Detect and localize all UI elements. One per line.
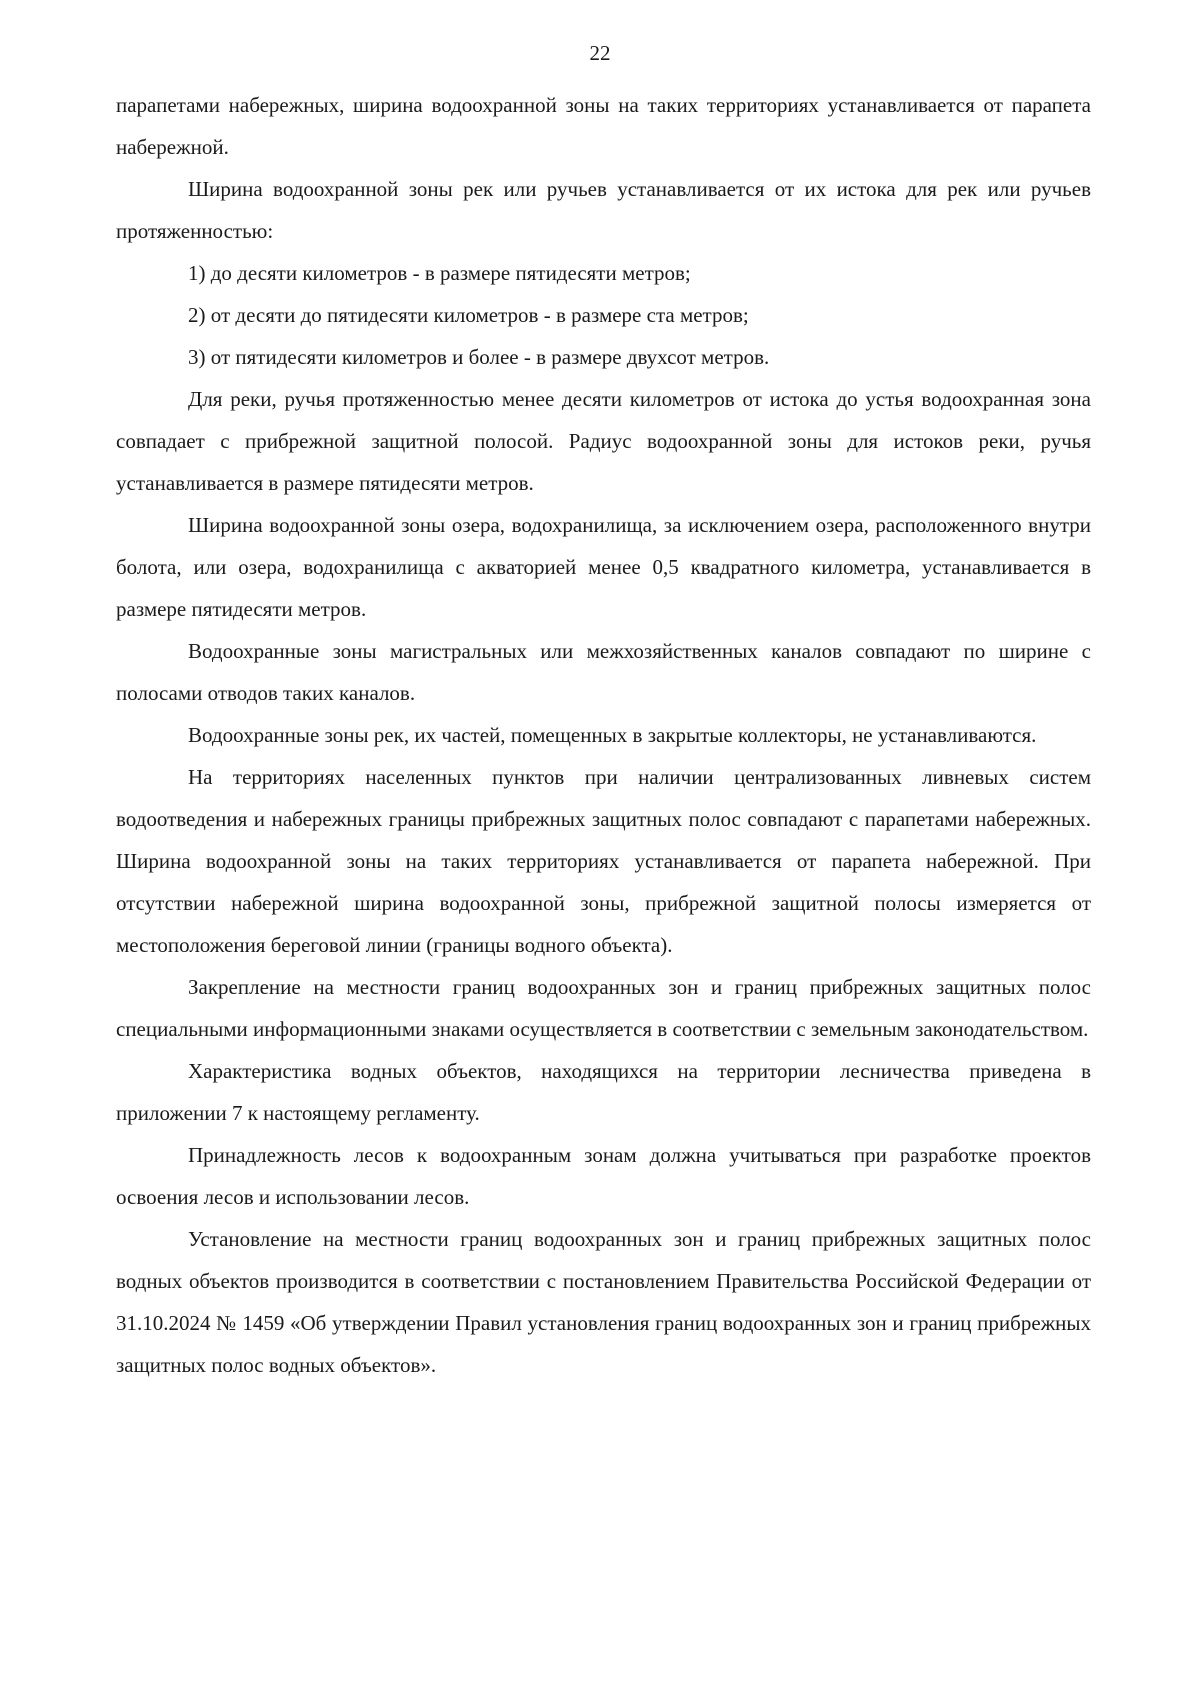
paragraph-closed-collectors: Водоохранные зоны рек, их частей, помещенных в закрытые коллекторы, не устанавливаются. [188,723,1037,747]
list-item-3: 3) от пятидесяти километров и более - в размере двухсот метров. [188,345,770,369]
paragraph-lake-width: Ширина водоохранной зоны озера, водохранилища, за исключением озера, расположенного внутри болота, или озера, водохранилища с акваторией менее 0,5 квадратного километра, устанавливается в размере пятидесяти метров. [116,513,1091,621]
paragraph-canals: Водоохранные зоны магистральных или межхозяйственных каналов совпадают по ширине с полосами отводов таких каналов. [116,639,1091,705]
document-body [116,84,1091,1386]
page-number: 22 [589,41,611,65]
paragraph-settlements: На территориях населенных пунктов при наличии централизованных ливневых систем водоотведения и набережных границы прибрежных защитных полос совпадают с парапетами набережных. Ширина водоохранной зоны на таких территориях устанавливается от парапета набережной. При отсутствии набережной ширина водоохранной зоны, прибрежной защитной полосы измеряется от местоположения береговой линии (границы водного объекта). [116,765,1091,957]
paragraph-continuation: парапетами набережных, ширина водоохранной зоны на таких территориях устанавливается от парапета набережной. [116,93,1091,159]
list-item-1: 1) до десяти километров - в размере пятидесяти метров; [188,261,691,285]
paragraph-forest-affiliation: Принадлежность лесов к водоохранным зонам должна учитываться при разработке проектов освоения лесов и использовании лесов. [116,1143,1091,1209]
paragraph-boundary-signs: Закрепление на местности границ водоохранных зон и границ прибрежных защитных полос специальными информационными знаками осуществляется в соответствии с земельным законодательством. [116,975,1091,1041]
list-item-2: 2) от десяти до пятидесяти километров - в размере ста метров; [188,303,749,327]
paragraph-river-width-intro: Ширина водоохранной зоны рек или ручьев устанавливается от их истока для рек или ручьев протяженностью: [116,177,1091,243]
paragraph-water-objects: Характеристика водных объектов, находящихся на территории лесничества приведена в приложении 7 к настоящему регламенту. [116,1059,1091,1125]
paragraph-short-river: Для реки, ручья протяженностью менее десяти километров от истока до устья водоохранная зона совпадает с прибрежной защитной полосой. Радиус водоохранной зоны для истоков реки, ручья устанавливается в размере пятидесяти метров. [116,387,1091,495]
paragraph-government-decree: Установление на местности границ водоохранных зон и границ прибрежных защитных полос водных объектов производится в соответствии с постановлением Правительства Российской Федерации от 31.10.2024 № 1459 «Об утверждении Правил установления границ водоохранных зон и границ прибрежных защитных полос водных объектов». [116,1227,1091,1377]
